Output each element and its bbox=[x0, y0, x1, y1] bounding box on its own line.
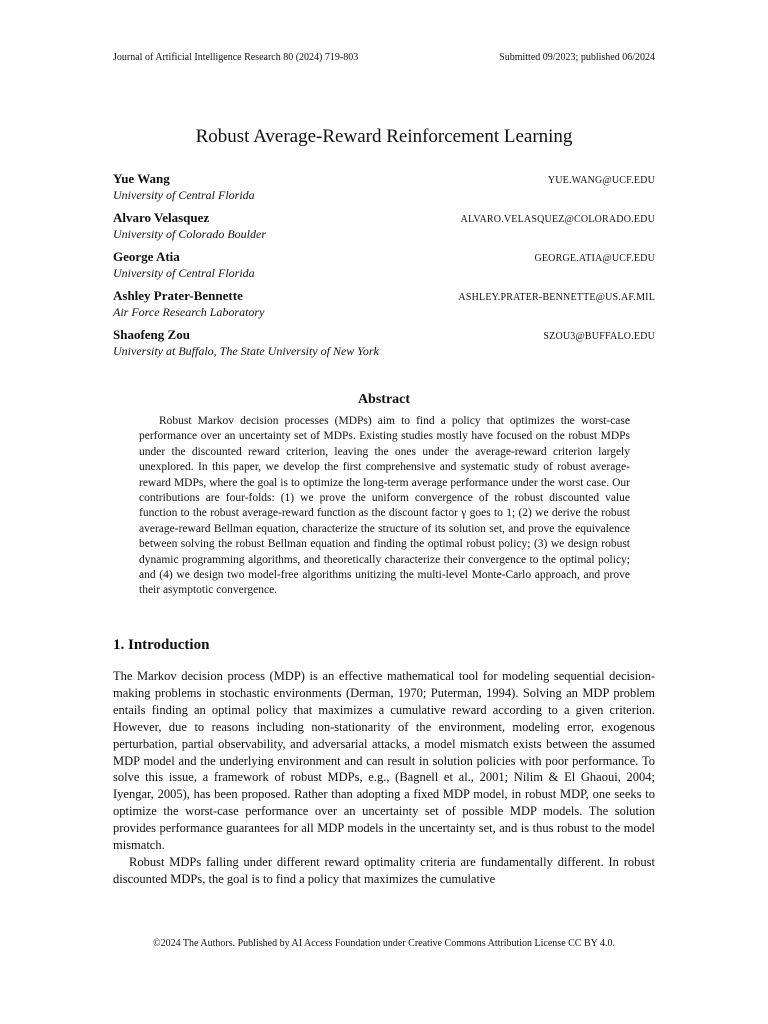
submission-dates: Submitted 09/2023; published 06/2024 bbox=[499, 52, 655, 63]
body-paragraph: The Markov decision process (MDP) is an effective mathematical tool for modeling sequential decision-making problems in stochastic environments (Derman, 1970; Puterman, 1994). Solving an MDP problem entails finding an optimal policy that maximizes a cumulative reward according to a given criterion. However, due to reasons including non-stationarity of the environment, modeling error, exogenous perturbation, partial observability, and adversarial attacks, a model mismatch exists between the assumed MDP model and the underlying environment and can result in solution policies with poor performance. To solve this issue, a framework of robust MDPs, e.g., (Bagnell et al., 2001; Nilim & El Ghaoui, 2004; Iyengar, 2005), has been proposed. Rather than adopting a fixed MDP model, in robust MDP, one seeks to optimize the worst-case performance over an uncertainty set of possible MDP models. The solution provides performance guarantees for all MDP models in the uncertainty set, and is thus robust to the model mismatch. bbox=[113, 669, 655, 853]
author-affiliation: University of Central Florida bbox=[113, 266, 255, 280]
author-block bbox=[113, 327, 655, 366]
abstract-heading: Abstract bbox=[357, 392, 411, 407]
author-name: Yue Wang bbox=[113, 171, 170, 186]
author-email[interactable]: GEORGE.ATIA@UCF.EDU bbox=[534, 253, 655, 264]
author-name: George Atia bbox=[113, 249, 180, 264]
author-block bbox=[113, 249, 655, 288]
author-name: Alvaro Velasquez bbox=[113, 210, 210, 225]
section-heading-introduction: 1. Introduction bbox=[113, 637, 210, 653]
author-name: Shaofeng Zou bbox=[113, 327, 190, 342]
author-email[interactable]: SZOU3@BUFFALO.EDU bbox=[543, 331, 655, 342]
author-name: Ashley Prater-Bennette bbox=[113, 288, 243, 303]
body-paragraph: Robust MDPs falling under different reward optimality criteria are fundamentally different. In robust discounted MDPs, the goal is to find a policy that maximizes the cumulative bbox=[113, 854, 655, 886]
author-block bbox=[113, 171, 655, 210]
abstract-text: Robust Markov decision processes (MDPs) aim to find a policy that optimizes the worst-case performance over an uncertainty set of MDPs. Existing studies mostly have focused on the robust MDPs under the discounted reward criterion, leaving the ones under the average-reward criterion largely unexplored. In this paper, we develop the first comprehensive and systematic study of robust average-reward MDPs, where the goal is to optimize the long-term average performance under the worst case. Our contributions are four-folds: (1) we prove the uniform convergence of the robust discounted value function to the robust average-reward function as the discount factor γ goes to 1; (2) we derive the robust average-reward Bellman equation, characterize the structure of its solution set, and prove the equivalence between solving the robust Bellman equation and finding the optimal robust policy; (3) we design robust dynamic programming algorithms, and theoretically characterize their convergence to the optimal policy; and (4) we design two model-free algorithms unitizing the multi-level Monte-Carlo approach, and prove their asymptotic convergence. bbox=[139, 415, 630, 597]
journal-citation: Journal of Artificial Intelligence Research 80 (2024) 719-803 bbox=[113, 52, 359, 63]
running-head bbox=[113, 52, 655, 63]
author-email[interactable]: ALVARO.VELASQUEZ@COLORADO.EDU bbox=[460, 214, 655, 225]
paper-title: Robust Average-Reward Reinforcement Learning bbox=[195, 126, 573, 147]
author-block bbox=[113, 210, 655, 249]
author-email[interactable]: YUE.WANG@UCF.EDU bbox=[547, 175, 655, 186]
author-affiliation: Air Force Research Laboratory bbox=[113, 305, 265, 319]
author-list bbox=[113, 171, 655, 366]
author-affiliation: University of Colorado Boulder bbox=[113, 227, 266, 241]
license-footer: ©2024 The Authors. Published by AI Access Foundation under Creative Commons Attribution License CC BY 4.0. bbox=[152, 938, 615, 949]
introduction-body bbox=[113, 668, 655, 888]
author-affiliation: University at Buffalo, The State University of New York bbox=[113, 344, 379, 358]
author-affiliation: University of Central Florida bbox=[113, 188, 255, 202]
author-block bbox=[113, 288, 655, 327]
author-email[interactable]: ASHLEY.PRATER-BENNETTE@US.AF.MIL bbox=[458, 292, 655, 303]
